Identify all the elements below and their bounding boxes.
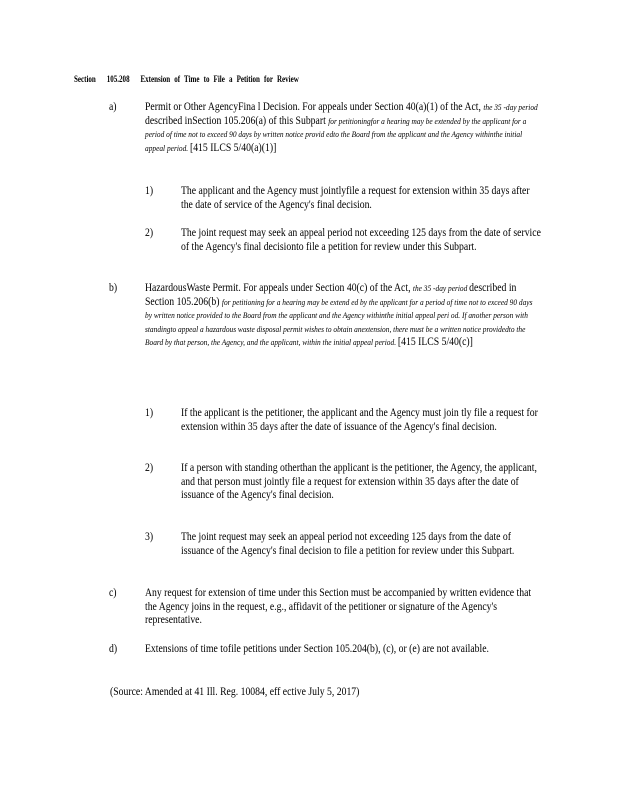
body-text: [415 ILCS 5/40(a)(1)] — [189, 141, 277, 154]
body-text: HazardousWaste Permit. For appeals under Section 40(c) of the Act, — [145, 282, 413, 294]
item-b3-text: The joint request may seek an appeal period not exceeding 125 days from the date of issuance of the Agency's final decision to file a petition for review under this Subpart. — [181, 531, 515, 557]
item-b2-label: 2) — [145, 462, 154, 474]
item-b-label: b) — [109, 282, 118, 294]
statutory-italic-text: the 35 -day period — [483, 102, 538, 112]
item-b3-label: 3) — [145, 531, 154, 543]
body-text: described in Section 105.206(b) — [145, 282, 517, 308]
section-title: Extension of Time to File a Petition for Review — [140, 74, 299, 84]
body-text: [415 ILCS 5/40(c)] — [397, 336, 473, 349]
statutory-italic-text: the 35 -day period — [412, 283, 470, 293]
body-text: described inSection 105.206(a) of this Subpart — [145, 114, 329, 127]
body-text: Extensions of time tofile petitions under Section 105.204(b), (c), or (e) are not available. — [145, 643, 489, 655]
item-a2-label: 2) — [145, 227, 154, 239]
item-a-text — [145, 101, 541, 155]
item-b1-text: If the applicant is the petitioner, the applicant and the Agency must join tly file a request for extension within 35 days after the date of issuance of the Agency's final decision. — [181, 407, 538, 433]
item-b2-text: If a person with standing otherthan the applicant is the petitioner, the Agency, the applicant, and that person must jointly file a request for extension within 35 days after the date of issuance of the Agency's final decision. — [181, 462, 537, 502]
section-label: Section — [74, 74, 96, 84]
statutory-italic-text: for petitioning for a hearing may be extend ed by the applicant for a period of time not to exceed 90 days by written notice provided to the Board from the applicant and the Agency withinthe initial appeal peri od. If another person with standingto appeal a hazardous waste disposal permit wishes to obtain anextension, there must be a written notice providedto the Board by that person, the Agency, and the applicant, within the initial appeal period. — [145, 296, 533, 348]
section-heading — [74, 74, 310, 84]
item-a-label: a) — [109, 101, 117, 113]
source-note: (Source: Amended at 41 Ill. Reg. 10084, eff ective July 5, 2017) — [110, 686, 360, 698]
item-d-text — [145, 643, 541, 657]
item-c-label: c) — [109, 587, 117, 599]
statutory-italic-text: for petitioningfor a hearing may be extended by the applicant for a period of time not to exceed 90 days by written notice provid edto the Board from the applicant and the Agency withinthe initial appeal period. — [145, 115, 527, 153]
item-a1-label: 1) — [145, 185, 154, 197]
item-a1-text: The applicant and the Agency must jointlyfile a request for extension within 35 days after the date of service of the Agency's final decision. — [181, 185, 530, 211]
item-b-text — [145, 282, 541, 350]
body-text: Permit or Other AgencyFina l Decision. For appeals under Section 40(a)(1) of the Act, — [145, 101, 484, 113]
section-number: 105.208 — [106, 74, 130, 84]
body-text: Any request for extension of time under this Section must be accompanied by written evidence that the Agency joins in the request, e.g., affidavit of the petitioner or signature of the Agency's representative. — [145, 587, 532, 627]
item-b1-label: 1) — [145, 407, 154, 419]
item-a2-text: The joint request may seek an appeal period not exceeding 125 days from the date of service of the Agency's final decisionto file a petition for review under this Subpart. — [181, 227, 541, 253]
item-d-label: d) — [109, 643, 118, 655]
item-c-text — [145, 587, 541, 628]
